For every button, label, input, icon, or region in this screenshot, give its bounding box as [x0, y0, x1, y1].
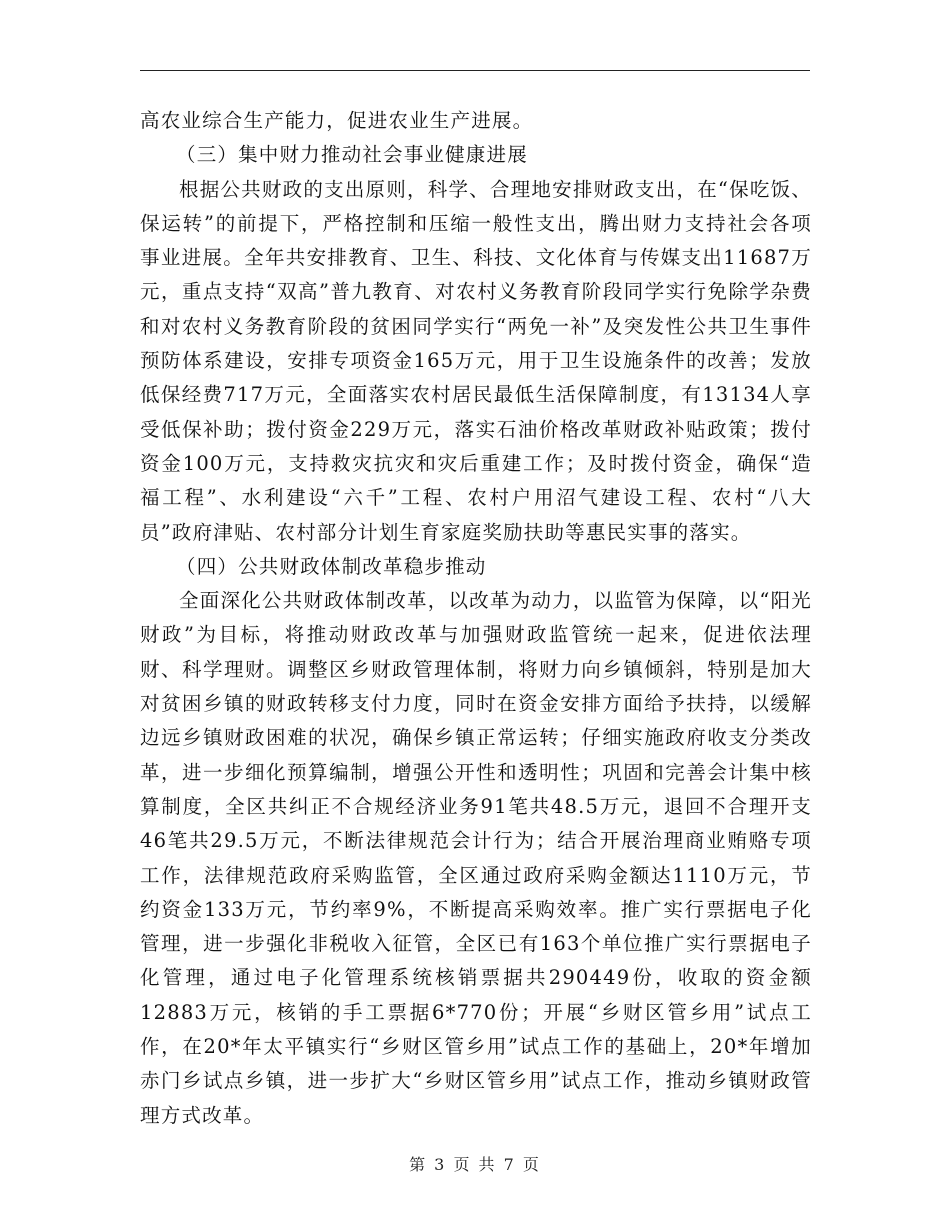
- paragraph-social-affairs: 根据公共财政的支出原则，科学、合理地安排财政支出，在“保吃饭、保运转”的前提下，严格控制和压缩一般性支出，腾出财力支持社会各项事业进展。全年共安排教育、卫生、科技、文化体育与传媒支出11687万元，重点支持“双高”普九教育、对农村义务教育阶段同学实行免除学杂费和对农村义务教育阶段的贫困同学实行“两免一补”及突发性公共卫生事件预防体系建设，安排专项资金165万元，用于卫生设施条件的改善；发放低保经费717万元，全面落实农村居民最低生活保障制度，有13134人享受低保补助；拨付资金229万元，落实石油价格改革财政补贴政策；拨付资金100万元，支持救灾抗灾和灾后重建工作；及时拨付资金，确保“造福工程”、水利建设“六千”工程、农村户用沼气建设工程、农村“八大员”政府津贴、农村部分计划生育家庭奖励扶助等惠民实事的落实。: [140, 177, 812, 544]
- section-heading-4: （四）公共财政体制改革稳步推动: [176, 554, 487, 578]
- paragraph-fiscal-reform: 全面深化公共财政体制改革，以改革为动力，以监管为保障，以“阳光财政”为目标，将推动财政改革与加强财政监管统一起来，促进依法理财、科学理财。调整区乡财政管理体制，将财力向乡镇倾斜，特别是加大对贫困乡镇的财政转移支付力度，同时在资金安排方面给予扶持，以缓解边远乡镇财政困难的状况，确保乡镇正常运转；仔细实施政府收支分类改革，进一步细化预算编制，增强公开性和透明性；巩固和完善会计集中核算制度，全区共纠正不合规经济业务91笔共48.5万元，退回不合理开支46笔共29.5万元，不断法律规范会计行为；结合开展治理商业贿赂专项工作，法律规范政府采购监管，全区通过政府采购金额达1110万元，节约资金133万元，节约率9%，不断提高采购效率。推广实行票据电子化管理，进一步强化非税收入征管，全区已有163个单位推广实行票据电子化管理，通过电子化管理系统核销票据共290449份，收取的资金额12883万元，核销的手工票据6*770份；开展“乡财区管乡用”试点工作，在20*年太平镇实行“乡财区管乡用”试点工作的基础上，20*年增加赤门乡试点乡镇，进一步扩大“乡财区管乡用”试点工作，推动乡镇财政管理方式改革。: [140, 589, 813, 1127]
- header-rule: [140, 70, 810, 71]
- document-body: [140, 104, 812, 1133]
- page-number: 第 3 页 共 7 页: [409, 1155, 541, 1174]
- paragraph-continuation: 高农业综合生产能力，促进农业生产进展。: [140, 109, 534, 132]
- section-heading-3: （三）集中财力推动社会事业健康进展: [176, 143, 528, 167]
